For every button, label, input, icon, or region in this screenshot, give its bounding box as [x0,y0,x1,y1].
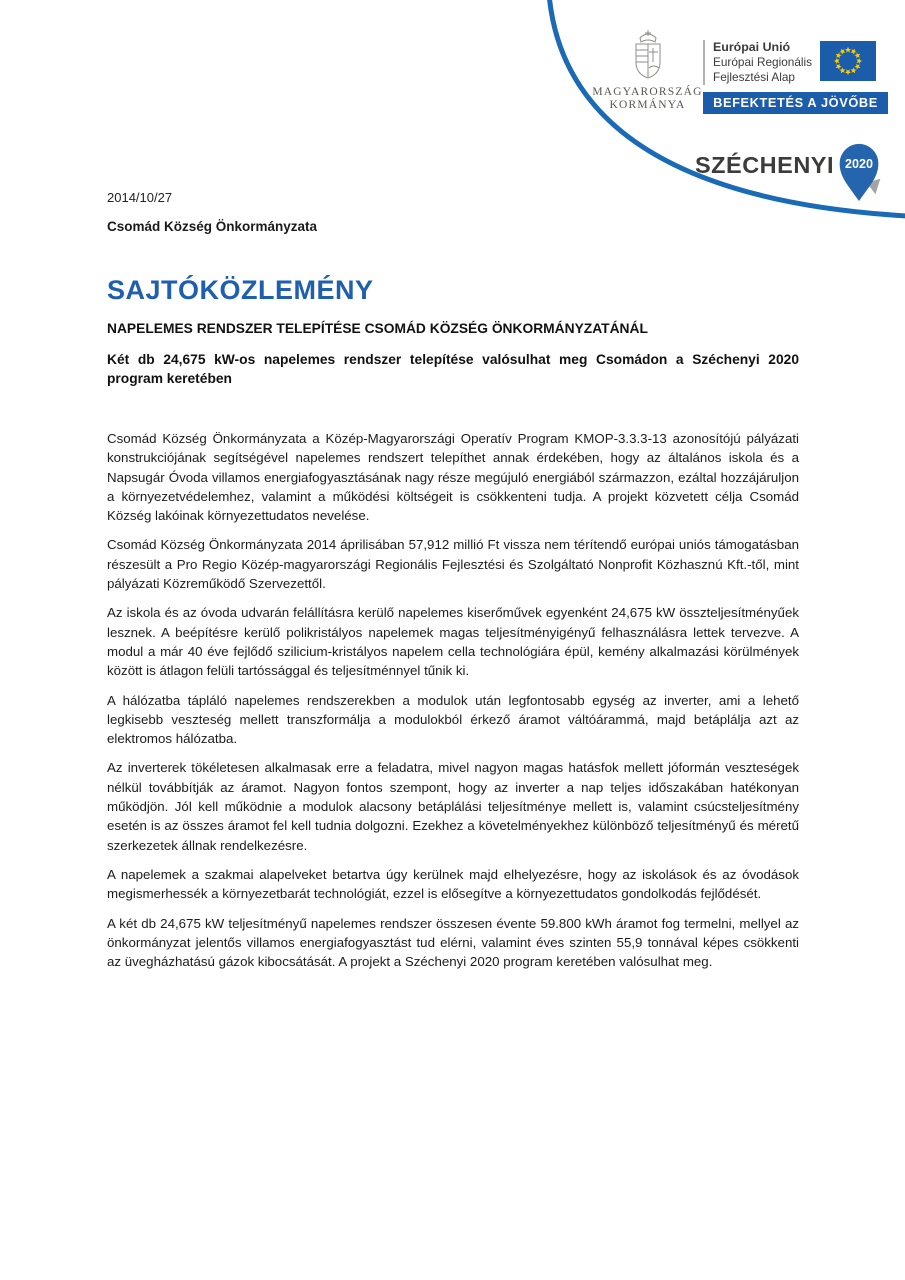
szechenyi-year: 2020 [845,157,873,172]
document-subtitle: NAPELEMES RENDSZER TELEPÍTÉSE CSOMÁD KÖZSÉG ÖNKORMÁNYZATÁNÁL [107,321,648,336]
document-date: 2014/10/27 [107,190,173,205]
eu-fund-label [703,40,812,85]
body-paragraph: Csomád Község Önkormányzata 2014 áprilisában 57,912 millió Ft vissza nem térítendő európai uniós támogatásban részesült a Pro Regio Közép-magyarországi Regionális Fejlesztési és Szolgáltató Nonprofit Közhasznú Kft.-től, mint pályázati Közreműködő Szervezettől. [107,537,799,592]
szechenyi-wordmark: SZÉCHENYI [695,152,834,178]
lead-paragraph: Két db 24,675 kW-os napelemes rendszer telepítése valósulhat meg Csomádon a Széchenyi 2020 program keretében [107,352,799,386]
body-paragraph: Az iskola és az óvoda udvarán felállításra kerülő napelemes kiserőművek egyenként 24,675 kW összteljesítményűek lesznek. A beépítésre kerülő polikristályos napelemek magas teljesítményigényű felhasználásra lettek tervezve. A modul a már 40 éve fejlődő szilicium-kristályos napelem cella technológiára épül, kemény alkalmazási körülmények között is átlagon felüli tartóssággal és teljesítménnyel tűnik ki. [107,605,799,679]
eu-funding-block [703,40,888,114]
hungary-coat-of-arms-icon [627,28,669,82]
eu-fund-line1: Európai Unió [713,40,791,54]
body-paragraph: Csomád Község Önkormányzata a Közép-Magyarországi Operatív Program KMOP-3.3.3-13 azonosítójú pályázati konstrukciójának segítségével napelemes rendszert telepíthet annak érdekében, hogy az általános iskola és a Napsugár Óvoda villamos energiafogyasztásának nagy része megújuló energiából származzon, ezáltal hozzájáruljon a környezetvédelemhez, valamint a működési költségeit is csökkenteni tudja. A projekt közvetett célja Csomád Község lakóinak környezettudatos nevelése. [107,431,799,524]
body-paragraph: A két db 24,675 kW teljesítményű napelemes rendszer összesen évente 59.800 kWh áramot fog termelni, mellyel az önkormányzat jelentős villamos energiafogyasztást tud elérni, valamint éves szinten 55,9 tonnával képes csökkenti az üvegházhatású gázok kibocsátását. A projekt a Széchenyi 2020 program keretében valósulhat meg. [107,915,799,970]
government-name-line2: KORMÁNYA [609,99,686,111]
organization-name: Csomád Község Önkormányzata [107,219,318,234]
szechenyi-pin-icon [837,142,881,202]
body-paragraph: A napelemek a szakmai alapelveket betartva úgy kerülnek majd elhelyezésre, hogy az iskolások és az óvodások megismerhessék a környezetbarát technológiát, ezzel is elősegítve a környezettudatos gondolkodás fejlődését. [107,866,799,902]
eu-fund-line2: Európai Regionális [713,55,813,69]
government-name [585,86,710,112]
eu-fund-line3: Fejlesztési Alap [713,70,795,84]
body-paragraph: Az inverterek tökéletesen alkalmasak erre a feladatra, mivel nagyon magas hatásfok mellett jóformán veszteségek nélkül továbbítják az áramot. Nagyon fontos szempont, hogy az inverter a nap teljes időszakában hatékonyan működjön. Jól kell működnie a modulok alacsony betáplálási teljesítménye mellett is, valamint csúcsteljesítmény esetén is az összes áramot fel kell tudnia dolgozni. Ezekhez a követelményekhez különböző teljesítményű és méretű szerkezetek állnak rendelkezésre. [107,760,799,853]
government-logo [585,28,710,112]
press-release [107,190,799,981]
government-name-line1: MAGYARORSZÁG [592,86,703,98]
investment-banner: BEFEKTETÉS A JÖVŐBE [703,92,888,114]
eu-flag-icon [820,41,876,81]
body-paragraph: A hálózatba tápláló napelemes rendszerekben a modulok után legfontosabb egység az inverter, ami a lehető legkisebb veszteség mellett transzformálja a modulokból érkező áramot váltóárammá, majd betáplálja azt az elektromos hálózatba. [107,692,799,747]
page-title: SAJTÓKÖZLEMÉNY [107,275,374,305]
